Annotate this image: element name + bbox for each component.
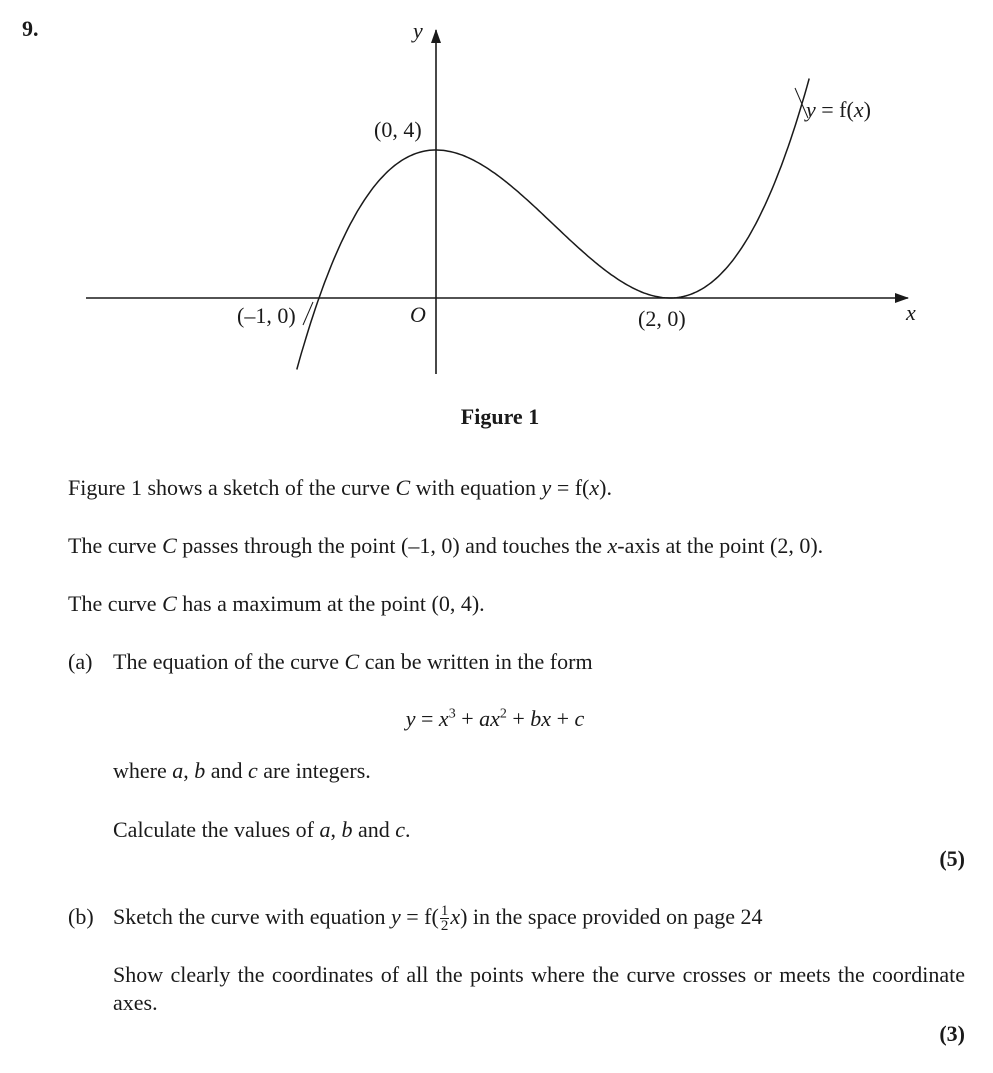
paragraph-2: The curve C passes through the point (–1, 0) and touches the x-axis at the point (2, 0). [68, 533, 824, 558]
part-b-intro: Sketch the curve with equation y = f( $\frac{1}{2}$ x) in the space provided on page 24 [113, 903, 763, 935]
part-a-intro: The equation of the curve C can be written in the form [113, 649, 593, 674]
point-label-root-right: (2, 0) [638, 306, 686, 331]
origin-label: O [410, 302, 426, 327]
paragraph-1: Figure 1 shows a sketch of the curve C with equation y = f(x). [68, 475, 612, 500]
part-a-label: (a) [68, 649, 93, 674]
part-a-where: where a, b and c are integers. [113, 758, 371, 783]
part-b-label: (b) [68, 904, 94, 929]
point-label-root-left: (–1, 0) [237, 303, 296, 328]
point-label-max: (0, 4) [374, 117, 422, 142]
curve-label: y = f(x) [806, 97, 871, 122]
question-number: 9. [22, 16, 39, 41]
part-a-instruction: Calculate the values of a, b and c. [113, 817, 411, 842]
x-axis-label: x [906, 300, 916, 325]
part-b-marks: (3) [939, 1021, 965, 1046]
figure-caption: Figure 1 [460, 404, 540, 429]
y-axis-label: y [413, 18, 423, 43]
part-b-instruction: Show clearly the coordinates of all the points where the curve crosses or meets the coordinate axes. [113, 962, 965, 1015]
half-fraction: $\frac{1}{2}$ [440, 903, 449, 935]
part-a-marks: (5) [939, 846, 965, 871]
figure-1-graph [0, 0, 993, 400]
cubic-equation: $y = x^3 + ax^2$ + bx + c [405, 706, 585, 731]
paragraph-3: The curve C has a maximum at the point (0, 4). [68, 591, 485, 616]
